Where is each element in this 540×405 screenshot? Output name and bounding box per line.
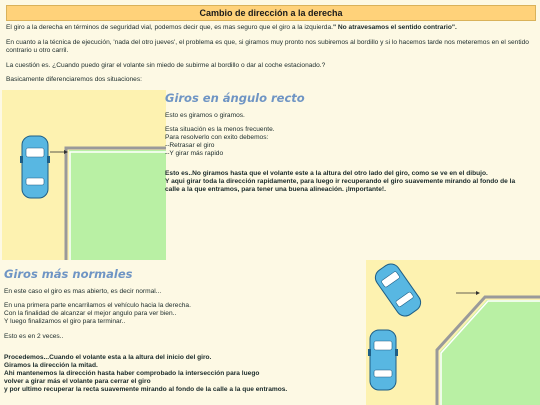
section1-bold-1: Esto es..No giramos hasta que el volante este a la altura del otro lado del giro, como se ve en el dibujo.: [165, 170, 488, 177]
section1-line-3: Para resolverlo con exito debemos:: [165, 134, 269, 141]
intro-p1-text: El giro a la derecha en términos de seguridad vial, podemos decir que, es mas seguro que el giro a la izquierda.: [6, 24, 333, 31]
intro-paragraph-2: En cuanto a la técnica de ejecución, 'nada del otro jueves', el problema es que, si giramos muy pronto nos subiremos al bordillo y si lo hacemos tarde nos meteremos en el sentido contrario u otro carril.: [6, 39, 529, 54]
section2-line-2: En una primera parte encarrilamos el vehículo hacia la derecha.: [4, 302, 191, 309]
right-angle-turn-illustration: [2, 90, 166, 260]
section1-bold-2: Y aqui girar toda la dirección rapidamente, para luego ir recuperando el giro suavemente mirando al fondo de la: [165, 178, 516, 185]
section2-bold-5: y por ultimo recuperar la recta suavemente mirando al fondo de la calle a la que entramos.: [4, 386, 288, 393]
intro-paragraph-3: La cuestión es. ¿Cuando puedo girar el volante sin miedo de subirme al bordillo o dar al coche estacionado.?: [6, 62, 326, 69]
section2-heading: Giros más normales: [4, 267, 133, 281]
intro-paragraph-1: [6, 24, 531, 32]
section1-line-4: --Retrasar el giro: [165, 142, 215, 149]
section2-line-5: Esto es en 2 veces..: [4, 333, 64, 340]
section2-bold-2: Giramos la dirección la mitad.: [4, 362, 98, 369]
page-title-bar: [6, 5, 536, 21]
section1-heading: Giros en ángulo recto: [165, 91, 305, 105]
section2-bold-3: Ahi mantenemos la dirección hasta haber comprobado la intersección para luego: [4, 370, 260, 377]
intro-p1-emphasis: " No atravesamos el sentido contrario".: [332, 24, 457, 31]
section1-line-5: --Y girar más rapido: [165, 150, 224, 157]
section2-line-3: Con la finalidad de alcanzar el mejor angulo para ver bien..: [4, 310, 177, 317]
car-icon: [20, 136, 50, 198]
lawn-area: [69, 150, 166, 260]
section1-line-1: Esto es giramos o giramos.: [165, 112, 245, 119]
section2-line-4: Y luego finalizamos el giro para terminar..: [4, 318, 126, 325]
normal-turn-illustration: [366, 260, 540, 405]
section1-line-2: Esta situación es la menos frecuente.: [165, 126, 275, 133]
section2-bold-1: Procedemos...Cuando el volante esta a la altura del inicio del giro.: [4, 354, 212, 361]
section1-bold-3: calle a la que entramos, para tener una buena alineación. ¡Importante!.: [165, 186, 386, 193]
section2-line-1: En este caso el giro es mas abierto, es decir normal...: [4, 288, 162, 295]
page-title: Cambio de dirección a la derecha: [199, 8, 343, 18]
car-icon-straight: [368, 330, 398, 390]
section1-body: [165, 112, 515, 194]
section2-body: [4, 288, 287, 394]
intro-paragraph-4: Basicamente diferenciaremos dos situaciones:: [6, 76, 142, 83]
section2-bold-4: volver a girar más el volante para cerrar el giro: [4, 378, 151, 385]
